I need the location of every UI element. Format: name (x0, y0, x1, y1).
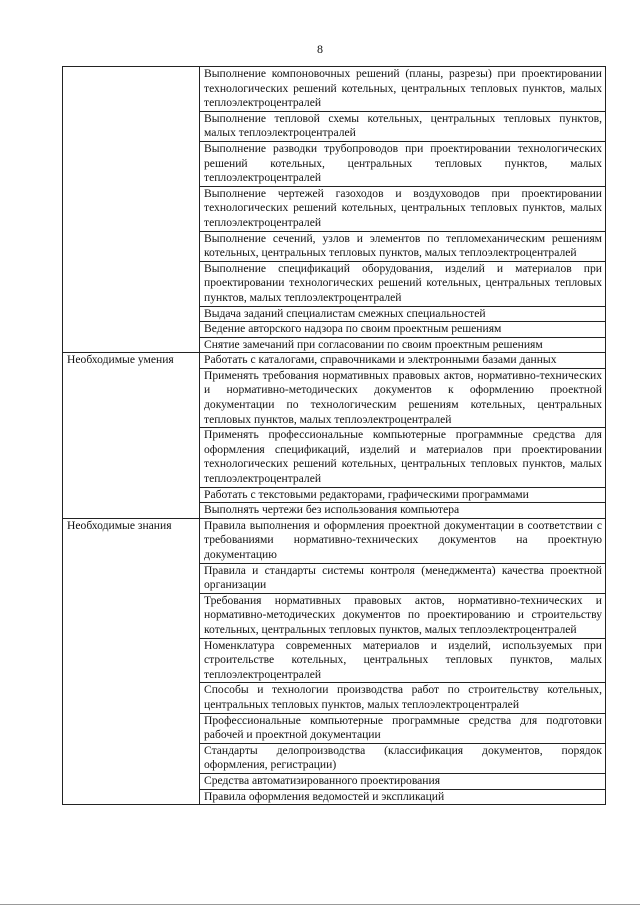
section-label: Необходимые знания (63, 518, 200, 804)
row-item-text: Работать с каталогами, справочниками и электронными базами данных (200, 353, 606, 369)
table-row (63, 518, 606, 563)
row-item-text: Ведение авторского надзора по своим проектным решениям (200, 322, 606, 338)
row-item-text: Выполнение тепловой схемы котельных, центральных тепловых пунктов, малых теплоэлектроцентралей (200, 111, 606, 141)
row-item-text: Выполнять чертежи без использования компьютера (200, 503, 606, 519)
table-row (63, 67, 606, 112)
row-item-text: Выполнение разводки трубопроводов при проектировании технологических решений котельных, центральных тепловых пунктов, малых теплоэлектроцентралей (200, 141, 606, 186)
row-item-text: Профессиональные компьютерные программные средства для подготовки рабочей и проектной документации (200, 713, 606, 743)
page-number: 8 (317, 42, 323, 56)
row-item-text: Стандарты делопроизводства (классификация документов, порядок оформления, регистрации) (200, 743, 606, 773)
row-item-text: Правила оформления ведомостей и экспликаций (200, 789, 606, 805)
row-item-text: Выполнение спецификаций оборудования, изделий и материалов при проектировании технологических решений котельных, центральных тепловых пунктов, малых теплоэлектроцентралей (200, 261, 606, 306)
table-body (63, 67, 606, 805)
row-item-text: Выполнение компоновочных решений (планы, разрезы) при проектировании технологических решений котельных, центральных тепловых пунктов, малых теплоэлектроцентралей (200, 67, 606, 112)
row-item-text: Правила выполнения и оформления проектной документации в соответствии с требованиями нормативно-технических документов на проектную документацию (200, 518, 606, 563)
section-label: Необходимые умения (63, 353, 200, 519)
row-item-text: Выдача заданий специалистам смежных специальностей (200, 306, 606, 322)
row-item-text: Правила и стандарты системы контроля (менеджмента) качества проектной организации (200, 563, 606, 593)
table-row (63, 353, 606, 369)
section-label (63, 67, 200, 353)
row-item-text: Номенклатура современных материалов и изделий, используемых при строительстве котельных, центральных тепловых пунктов, малых теплоэлектроцентралей (200, 638, 606, 683)
competency-table (62, 66, 606, 805)
row-item-text: Выполнение чертежей газоходов и воздуховодов при проектировании технологических решений котельных, центральных тепловых пунктов, малых теплоэлектроцентралей (200, 186, 606, 231)
row-item-text: Снятие замечаний при согласовании по своим проектным решениям (200, 337, 606, 353)
row-item-text: Средства автоматизированного проектирования (200, 773, 606, 789)
row-item-text: Применять профессиональные компьютерные программные средства для оформления спецификаций, изделий и материалов при проектировании технологических решений котельных, центральных тепловых пунктов, малых теплоэлектроцентралей (200, 428, 606, 487)
row-item-text: Применять требования нормативных правовых актов, нормативно-технических и нормативно-методических документов к оформлению проектной документации по технологическим решениям котельных, центральных тепловых пунктов, малых теплоэлектроцентралей (200, 368, 606, 427)
row-item-text: Требования нормативных правовых актов, нормативно-технических и нормативно-методических документов по проектированию и строительству котельных, центральных тепловых пунктов, малых теплоэлектроцентралей (200, 593, 606, 638)
row-item-text: Способы и технологии производства работ по строительству котельных, центральных тепловых пунктов, малых теплоэлектроцентралей (200, 683, 606, 713)
row-item-text: Выполнение сечений, узлов и элементов по тепломеханическим решениям котельных, центральных тепловых пунктов, малых теплоэлектроцентралей (200, 231, 606, 261)
row-item-text: Работать с текстовыми редакторами, графическими программами (200, 487, 606, 503)
